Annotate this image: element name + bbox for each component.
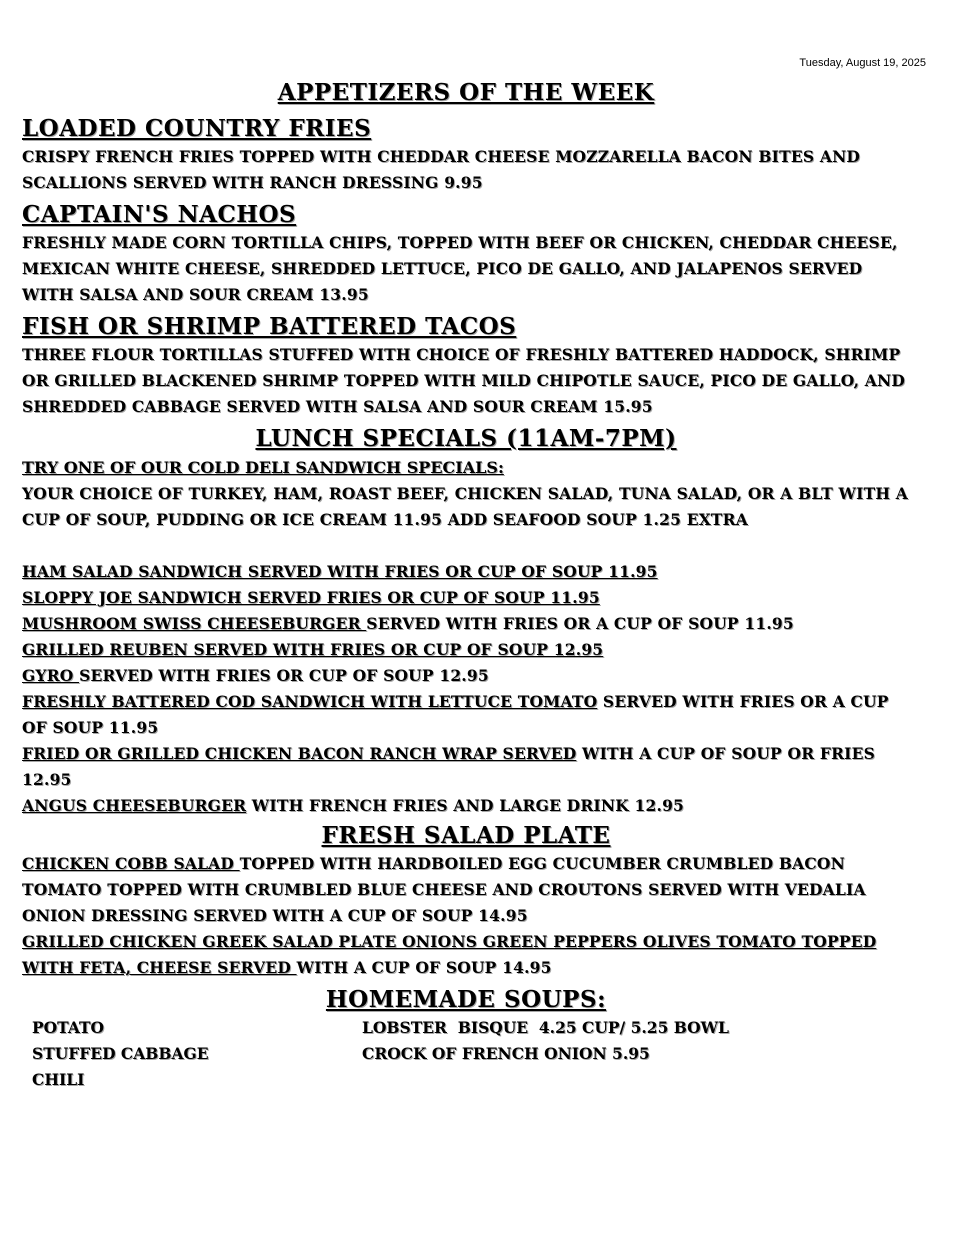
item-detail: SERVED WITH FRIES OR CUP OF SOUP 12.95 bbox=[79, 666, 489, 685]
list-item bbox=[22, 611, 910, 637]
item-detail: SERVED WITH FRIES OR A CUP OF SOUP 11.95 bbox=[366, 614, 794, 633]
menu-date: Tuesday, August 19, 2025 bbox=[799, 57, 926, 69]
list-item bbox=[22, 793, 910, 819]
list-item bbox=[22, 585, 910, 611]
soup-item: CROCK OF FRENCH ONION 5.95 bbox=[362, 1044, 650, 1063]
item-name: GRILLED REUBEN SERVED WITH FRIES OR CUP OF SOUP 12.95 bbox=[22, 640, 604, 659]
item-description: FRESHLY MADE CORN TORTILLA CHIPS, TOPPED WITH BEEF OR CHICKEN, CHEDDAR CHEESE, MEXICAN WHITE CHEESE, SHREDDED LETTUCE, PICO DE GALLO, AND JALAPENOS SERVED WITH SALSA AND SOUR CREAM 13.95 bbox=[22, 233, 898, 304]
soup-item: STUFFED CABBAGE bbox=[32, 1044, 209, 1063]
soup-item: CHILI bbox=[32, 1070, 85, 1089]
deli-description: YOUR CHOICE OF TURKEY, HAM, ROAST BEEF, CHICKEN SALAD, TUNA SALAD, OR A BLT WITH A CUP OF SOUP, PUDDING OR ICE CREAM 11.95 ADD SEAFOOD SOUP 1.25 EXTRA bbox=[22, 484, 908, 529]
lunch-list bbox=[22, 559, 910, 819]
item-name: GYRO bbox=[22, 666, 80, 685]
item-name: HAM SALAD SANDWICH SERVED WITH FRIES OR CUP OF SOUP 11.95 bbox=[22, 562, 658, 581]
deli-title: TRY ONE OF OUR COLD DELI SANDWICH SPECIALS: bbox=[22, 458, 504, 477]
item-name: MUSHROOM SWISS CHEESEBURGER bbox=[22, 614, 367, 633]
item-description: CRISPY FRENCH FRIES TOPPED WITH CHEDDAR CHEESE MOZZARELLA BACON BITES AND SCALLIONS SERVED WITH RANCH DRESSING 9.95 bbox=[22, 147, 861, 192]
soups-title: HOMEMADE SOUPS: bbox=[325, 986, 607, 1013]
appetizers-title: APPETIZERS OF THE WEEK bbox=[277, 79, 655, 106]
item-detail: WITH A CUP OF SOUP OR FRIES 12.95 bbox=[22, 744, 876, 789]
item-description: THREE FLOUR TORTILLAS STUFFED WITH CHOICE OF FRESHLY BATTERED HADDOCK, SHRIMP OR GRILLED BLACKENED SHRIMP TOPPED WITH MILD CHIPOTLE SAUCE, PICO DE GALLO, AND SHREDDED CABBAGE SERVED WITH SALSA AND SOUR CREAM 15.95 bbox=[22, 345, 906, 416]
list-item bbox=[22, 663, 910, 689]
item-name: ANGUS CHEESEBURGER bbox=[22, 796, 247, 815]
item-name: FRESHLY BATTERED COD SANDWICH WITH LETTUCE TOMATO bbox=[22, 692, 598, 711]
salad-title: FRESH SALAD PLATE bbox=[321, 822, 611, 849]
list-item bbox=[22, 637, 910, 663]
soups-list bbox=[22, 1015, 910, 1093]
list-item bbox=[22, 689, 910, 741]
item-detail: SERVED WITH FRIES OR A CUP OF SOUP 11.95 bbox=[22, 692, 889, 737]
list-item bbox=[22, 851, 910, 929]
item-detail: TOPPED WITH HARDBOILED EGG CUCUMBER CRUMBLED BACON TOMATO TOPPED WITH CRUMBLED BLUE CHEESE AND CROUTONS SERVED WITH VEDALIA ONION DRESSING SERVED WITH A CUP OF SOUP 14.95 bbox=[22, 854, 866, 925]
list-item bbox=[22, 929, 910, 981]
item-detail: WITH A CUP OF SOUP 14.95 bbox=[296, 958, 552, 977]
item-title: CAPTAIN'S NACHOS bbox=[22, 201, 297, 228]
list-item bbox=[22, 559, 910, 585]
item-name: SLOPPY JOE SANDWICH SERVED FRIES OR CUP OF SOUP 11.95 bbox=[22, 588, 600, 607]
item-name: GRILLED CHICKEN GREEK SALAD PLATE ONIONS GREEN PEPPERS OLIVES TOMATO TOPPED WITH FETA, CHEESE SERVED bbox=[22, 932, 877, 977]
list-item bbox=[22, 741, 910, 793]
item-title: LOADED COUNTRY FRIES bbox=[22, 115, 372, 142]
lunch-specials-title: LUNCH SPECIALS (11AM-7PM) bbox=[255, 425, 677, 452]
soup-item: POTATO bbox=[32, 1018, 105, 1037]
soups-left-column bbox=[32, 1015, 362, 1093]
item-detail: WITH FRENCH FRIES AND LARGE DRINK 12.95 bbox=[246, 796, 685, 815]
soup-item: LOBSTER BISQUE 4.25 CUP/ 5.25 BOWL bbox=[362, 1018, 729, 1037]
item-title: FISH OR SHRIMP BATTERED TACOS bbox=[22, 313, 517, 340]
item-name: CHICKEN COBB SALAD bbox=[22, 854, 240, 873]
item-name: FRIED OR GRILLED CHICKEN BACON RANCH WRAP SERVED bbox=[22, 744, 577, 763]
soups-right-column bbox=[362, 1015, 910, 1093]
